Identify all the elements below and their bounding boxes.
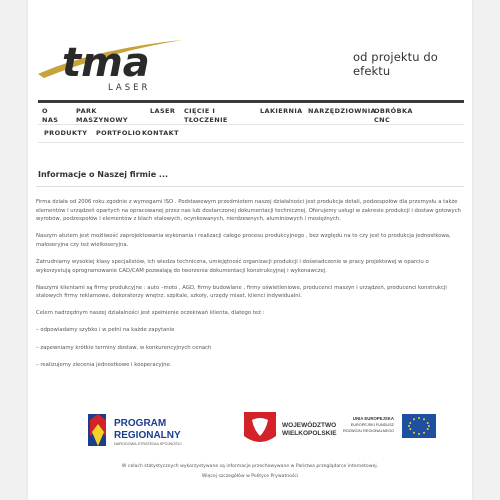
nav-item-o-nas-line2: NAS	[42, 115, 59, 124]
logo-subtext: LASER	[108, 83, 151, 93]
nav-item-park-line2: MASZYNOWY	[76, 115, 129, 124]
nav-item-ciecie-tloczenie[interactable]	[184, 108, 228, 123]
list-item: – odpowiadamy szybko i w pełni na każde zapytanie	[36, 327, 175, 334]
paragraph: Firma działa od 2006 roku zgodnie z wymogami ISO . Podstawowym przedmiotem naszej działalności jest produkcja detali, podzespołów dla przemysłu a także elementów i urządzeń opartych na opracowanej przez nas lub dostarczonej dokumentacji technicznej. Oferujemy usługi w zakresie produkcji i dostaw gotowych wyrobów, podzespołów i elementów z blach stalowych, ocynkowanych, nierdzewnych, aluminiowych i mosiężnych.	[36, 199, 461, 223]
nav-top-rule	[38, 100, 464, 103]
nav-bottom-divider	[38, 142, 464, 143]
unia-europejska-logo	[343, 414, 436, 438]
tma-laser-logo[interactable]	[34, 28, 184, 94]
funding-logos	[84, 410, 464, 450]
program-logo-line2: REGIONALNY	[114, 430, 181, 441]
wielkopolskie-coat-of-arms	[244, 412, 337, 442]
nav-item-obrobka-cnc[interactable]	[374, 108, 413, 123]
nav-item-lakiernia[interactable]: LAKIERNIA	[260, 107, 303, 115]
list-item: – realizujemy zlecenia jednostkowe i kooperacyjne.	[36, 361, 172, 368]
wojewodztwo-line1: WOJEWÓDZTWO	[282, 422, 337, 429]
logo-text: tma	[62, 40, 150, 86]
title-rule	[36, 186, 464, 187]
nav-item-laser[interactable]: LASER	[150, 107, 176, 115]
program-regionalny-logo	[88, 414, 182, 446]
tagline: od projektu do efektu	[353, 50, 438, 78]
company-info-text	[36, 198, 464, 369]
secondary-nav	[38, 130, 464, 140]
wojewodztwo-line2: WIELKOPOLSKIE	[282, 430, 337, 437]
ue-line1: UNIA EUROPEJSKA	[352, 416, 394, 421]
nav-item-obrobka-line2: CNC	[374, 115, 391, 124]
main-content	[36, 170, 464, 378]
page	[28, 0, 472, 500]
privacy-policy-link[interactable]: Więcej szczegółów w Polityce Prywatności	[201, 474, 299, 479]
paragraph: Zatrudniamy wysokiej klasy specjalistów, ich wiedza techniczna, umiejętność organizacji produkcji i doświadczenie w pracy projektowej w oparciu o wykorzystują oprogramowanie CAD/CAM pozwalają do tworzenia dokumentacji konstrukcyjnej i wykonawczej.	[36, 258, 429, 274]
nav-item-kontakt[interactable]: KONTAKT	[142, 129, 179, 137]
program-logo-line3: NARODOWA STRATEGIA SPÓJNOŚCI	[114, 442, 182, 446]
nav-item-o-nas-line1: O	[42, 107, 48, 115]
ue-line2: EUROPEJSKI FUNDUSZ	[350, 423, 394, 427]
nav-divider	[38, 124, 464, 125]
nav-item-narzedziownia[interactable]: NARZĘDZIOWNIA	[308, 107, 376, 115]
ue-line3: ROZWOJU REGIONALNEGO	[342, 429, 394, 433]
page-title: Informacje o Naszej firmie ...	[38, 170, 169, 179]
nav-item-produkty[interactable]: PRODUKTY	[44, 129, 88, 137]
nav-item-portfolio[interactable]: PORTFOLIO	[96, 129, 142, 137]
list-item: – zapewniamy krótkie terminy dostaw, w konkurencyjnych cenach	[36, 344, 212, 351]
paragraph: Celem nadrzędnym naszej działalności jest spełnienie oczekiwań klienta, dlatego też :	[36, 310, 265, 317]
nav-item-ciecie-line2: TŁOCZENIE	[184, 115, 228, 124]
nav-item-obrobka-line1: OBRÓBKA	[374, 107, 413, 115]
paragraph: Naszymi klientami są firmy produkcyjne : auto –moto , AGD, firmy budowlane , firmy oświetleniowe, producenci maszyn i urządzeń, producenci konstrukcji stalowych firmy reklamowe, dekoratorzy wnętrz, szpitale, szkoły, urzędy miast, klienci indywidualni.	[36, 284, 447, 300]
paragraph: Naszym atutem jest możliwość zaprojektowania wykonania i realizacji całego procesu produkcyjnego , bez względu na to czy jest to produkcja jednostkowa, małoseryjna czy też wielkoseryjna.	[36, 233, 451, 248]
program-logo-line1: PROGRAM	[114, 418, 167, 429]
nav-item-ciecie-line1: CIĘCIE I	[184, 107, 216, 115]
cookie-notice: W celach statystycznych wykorzystywane są informacje przechowywane w Państwa przeglądarce internetowej.	[121, 464, 379, 469]
nav-item-park-line1: PARK	[76, 107, 97, 115]
nav-item-park-maszynowy[interactable]	[76, 108, 128, 123]
nav-item-o-nas[interactable]	[42, 108, 58, 123]
